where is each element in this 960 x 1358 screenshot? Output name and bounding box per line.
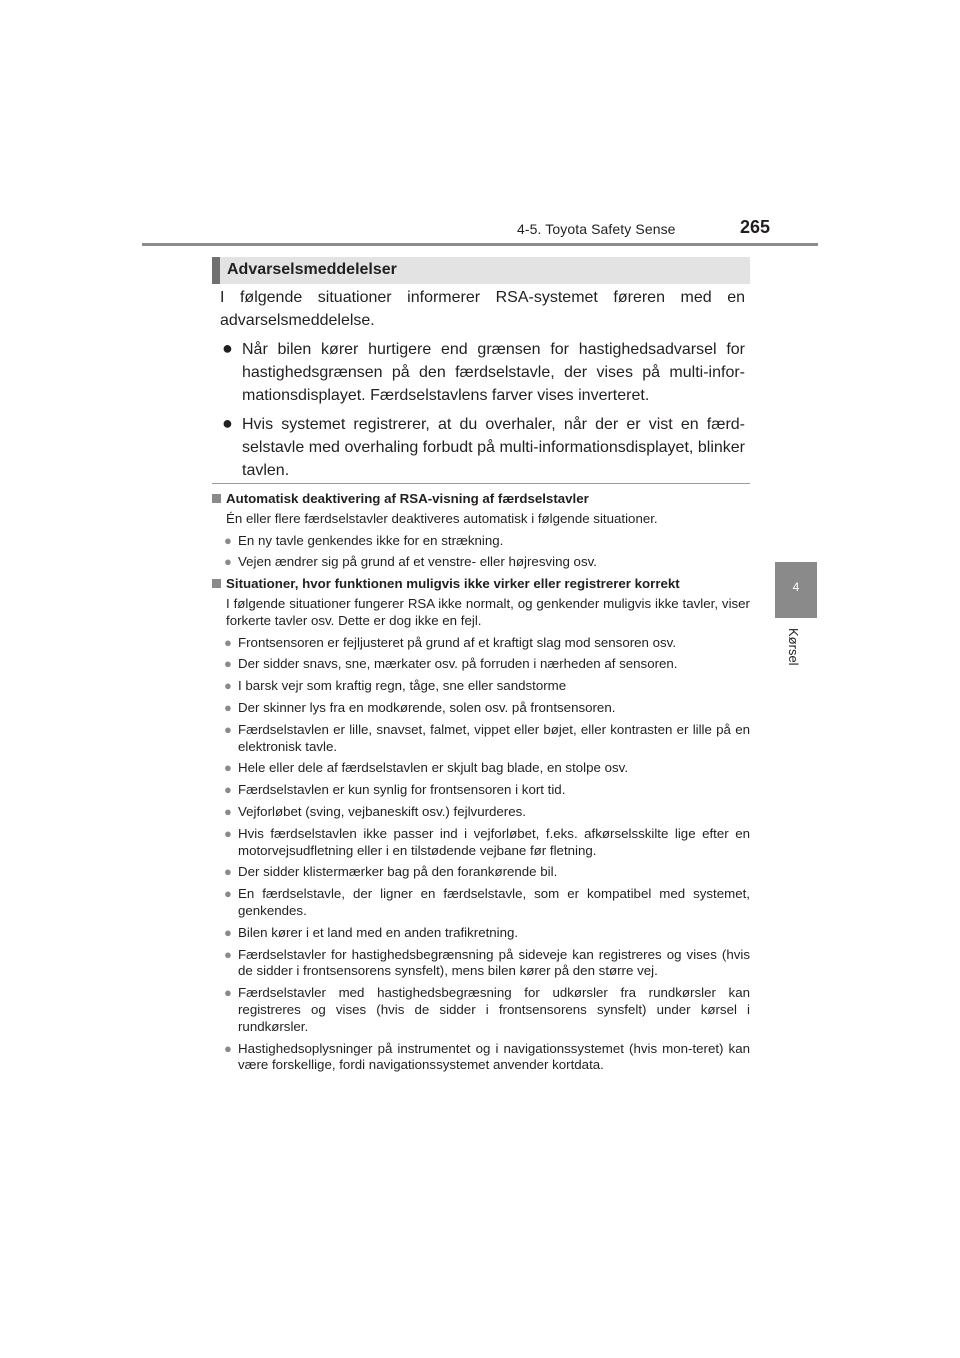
chapter-tab-label: Kørsel xyxy=(786,628,801,666)
section-title-bar xyxy=(212,257,750,284)
warning-messages-section xyxy=(212,286,750,482)
section-bottom-rule xyxy=(212,483,750,484)
bullet-icon: ● xyxy=(224,721,232,737)
note-item: ● Hastighedsoplysninger på instrumentet og i navigationssystemet (hvis mon-teret) kan være forskellige, fordi navigationssystemet anvender kortdata. xyxy=(224,1040,750,1073)
bullet-icon: ● xyxy=(224,656,232,672)
note-intro: Én eller flere færdselstavler deaktiveres automatisk i følgende situationer. xyxy=(226,510,658,526)
note-item: ● Færdselstavler for hastighedsbegrænsning på sideveje kan registreres og vises (hvis de sidder i frontsensorens synsfelt), mens bilen kører på den større vej. xyxy=(224,946,750,979)
bullet-icon: ● xyxy=(224,803,232,819)
bullet-icon: ● xyxy=(224,825,232,841)
bullet-icon: ● xyxy=(224,782,232,798)
section-intro: I følgende situationer informerer RSA-systemet føreren med en advarselsmeddelelse. xyxy=(220,289,745,329)
page-number: 265 xyxy=(740,217,771,237)
running-header-section: 4-5. Toyota Safety Sense xyxy=(517,221,676,237)
note-item: ● Færdselstavler med hastighedsbegræsning for udkørsler fra rundkørsler kan registreres og vises (hvis de sidder i frontsensorens synsfelt) under kørsel i rundkørsler. xyxy=(224,985,750,1034)
bullet-icon: ● xyxy=(224,985,232,1001)
square-bullet-icon xyxy=(212,494,221,503)
note-item: ● Færdselstavlen er lille, snavset, falmet, vippet eller bøjet, eller kontrasten er lille på en elektronisk tavle. xyxy=(224,721,750,754)
note-heading: Automatisk deaktivering af RSA-visning af færdselstavler xyxy=(212,491,750,508)
list-item xyxy=(212,413,745,482)
bullet-icon: ● xyxy=(224,1040,232,1056)
bullet-icon: ● xyxy=(224,886,232,902)
note-item: ● I barsk vejr som kraftig regn, tåge, sne eller sandstorme xyxy=(224,678,567,694)
note-heading: Situationer, hvor funktionen muligvis ikke virker eller registrerer korrekt xyxy=(212,576,750,593)
section-title-accent xyxy=(212,257,220,284)
note-item: ● Der sidder klistermærker bag på den forankørende bil. xyxy=(224,864,558,880)
list-item-text: Når bilen kører hurtigere end grænsen for hastighedsadvarsel for hastighedsgrænsen på den færdselstavle, der vises på multi-infor-mationsdisplayet. Færdselstavlens farver vises inverteret. xyxy=(242,341,745,404)
bullet-icon: ● xyxy=(224,946,232,962)
bullet-icon: ● xyxy=(224,532,232,548)
bullet-icon: ● xyxy=(224,924,232,940)
note-item: ● Vejen ændrer sig på grund af et venstre- eller højresving osv. xyxy=(224,554,597,570)
note-item: ● Færdselstavlen er kun synlig for frontsensoren i kort tid. xyxy=(224,782,566,798)
note-intro: I følgende situationer fungerer RSA ikke normalt, og genkender muligvis ikke tavler, viser forkerte tavler osv. Dette er dog ikke en fejl. xyxy=(226,595,750,628)
note-item: ● Bilen kører i et land med en anden trafikretning. xyxy=(224,924,519,940)
notes-section xyxy=(212,491,750,1079)
list-item-text: Hvis systemet registrerer, at du overhaler, når der er vist en færd-selstavle med overhaling forbudt på multi-informationsdisplayet, blinker tavlen. xyxy=(242,416,745,479)
section-title: Advarselsmeddelelser xyxy=(227,261,397,278)
bullet-icon: ● xyxy=(224,699,232,715)
bullet-icon: ● xyxy=(222,338,233,358)
note-item: ● En ny tavle genkendes ikke for en strækning. xyxy=(224,532,504,548)
note-item: ● Hvis færdselstavlen ikke passer ind i vejforløbet, f.eks. afkørselsskilte lige efter en motorvejsudfletning eller i en tilstødende vejbane før fletning. xyxy=(224,825,750,858)
note-item: ● Vejforløbet (sving, vejbaneskift osv.) fejlvurderes. xyxy=(224,803,526,819)
bullet-icon: ● xyxy=(224,634,232,650)
note-item: ● Der sidder snavs, sne, mærkater osv. på forruden i nærheden af sensoren. xyxy=(224,656,678,672)
note-item: ● Frontsensoren er fejljusteret på grund af et kraftigt slag mod sensoren osv. xyxy=(224,634,677,650)
bullet-icon: ● xyxy=(224,760,232,776)
bullet-icon: ● xyxy=(222,413,233,433)
bullet-icon: ● xyxy=(224,678,232,694)
list-item xyxy=(212,338,745,407)
bullet-icon: ● xyxy=(224,554,232,570)
square-bullet-icon xyxy=(212,579,221,588)
chapter-tab-number: 4 xyxy=(792,580,800,594)
header-rule xyxy=(142,243,818,246)
note-item: ● En færdselstavle, der ligner en færdselstavle, som er kompatibel med systemet, genkendes. xyxy=(224,886,750,918)
bullet-icon: ● xyxy=(224,864,232,880)
note-item: ● Hele eller dele af færdselstavlen er skjult bag blade, en stolpe osv. xyxy=(224,760,629,776)
note-item: ● Der skinner lys fra en modkørende, solen osv. på frontsensoren. xyxy=(224,699,616,715)
